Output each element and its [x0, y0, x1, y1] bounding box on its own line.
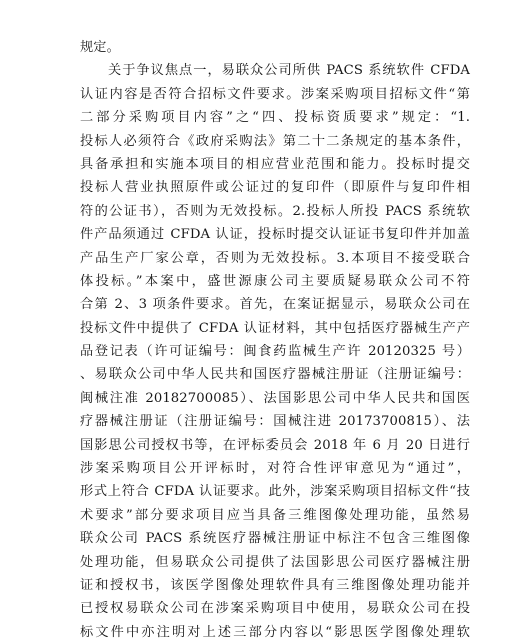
text-line: 疗器械注册证（注册证编号：国械注进 20173700815）、法 — [80, 414, 470, 430]
text-line: 认证内容是否符合招标文件要求。涉案采购项目招标文件“第 — [80, 86, 470, 102]
text-line: 处理功能，但易联众公司提供了法国影思公司医疗器械注册 — [80, 554, 470, 570]
text-line: 形式上符合 CFDA 认证要求。此外，涉案采购项目招标文件“技 — [80, 484, 470, 500]
text-line: 二部分采购项目内容”之“四、投标资质要求”规定：“1. — [80, 110, 470, 126]
text-line: 关于争议焦点一，易联众公司所供 PACS 系统软件 CFDA — [108, 63, 470, 79]
text-line: 投标人营业执照原件或公证过的复印件（即原件与复印件相 — [80, 180, 470, 196]
text-line: 闽械注准 20182700085）、法国影思公司中华人民共和国医 — [80, 390, 470, 406]
text-line: 术要求”部分要求项目应当具备三维图像处理功能，虽然易 — [80, 507, 470, 523]
text-line: 标文件中亦注明对上述三部分内容以“影思医学图像处理软 — [80, 624, 470, 640]
text-line: 规定。 — [80, 40, 120, 55]
text-line: 符的公证书），否则为无效投标。2.投标人所投 PACS 系统软 — [80, 203, 470, 219]
text-line: 证和授权书，该医学图像处理软件具有三维图像处理功能并 — [80, 577, 470, 593]
text-line: 涉案采购项目公开评标时，对符合性评审意见为“通过”， — [80, 461, 470, 477]
text-line: 品登记表（许可证编号：闽食药监械生产许 20120325 号） — [80, 344, 470, 360]
text-line: 产品生产厂家公章，否则为无效投标。3.本项目不接受联合 — [80, 250, 470, 266]
text-line: 投标人必须符合《政府采购法》第二十二条规定的基本条件， — [80, 133, 470, 149]
text-line: 已授权易联众公司在涉案采购项目中使用，易联众公司在投 — [80, 601, 470, 617]
text-line: 、易联众公司中华人民共和国医疗器械注册证（注册证编号： — [80, 367, 470, 383]
text-line: 体投标。”本案中，盛世源康公司主要质疑易联众公司不符 — [80, 273, 470, 289]
text-line: 件产品须通过 CFDA 认证，投标时提交认证证书复印件并加盖 — [80, 227, 470, 243]
text-line: 国影思公司授权书等，在评标委员会 2018 年 6 月 20 日进行 — [80, 437, 470, 453]
text-line: 联众公司 PACS 系统医疗器械注册证中标注不包含三维图像 — [80, 531, 470, 547]
text-line: 投标文件中提供了 CFDA 认证材料，其中包括医疗器械生产产 — [80, 320, 470, 336]
text-line: 具备承担和实施本项目的相应营业范围和能力。投标时提交 — [80, 156, 470, 172]
document-body — [80, 36, 470, 644]
text-line: 合第 2、3 项条件要求。首先，在案证据显示，易联众公司在 — [80, 297, 470, 313]
